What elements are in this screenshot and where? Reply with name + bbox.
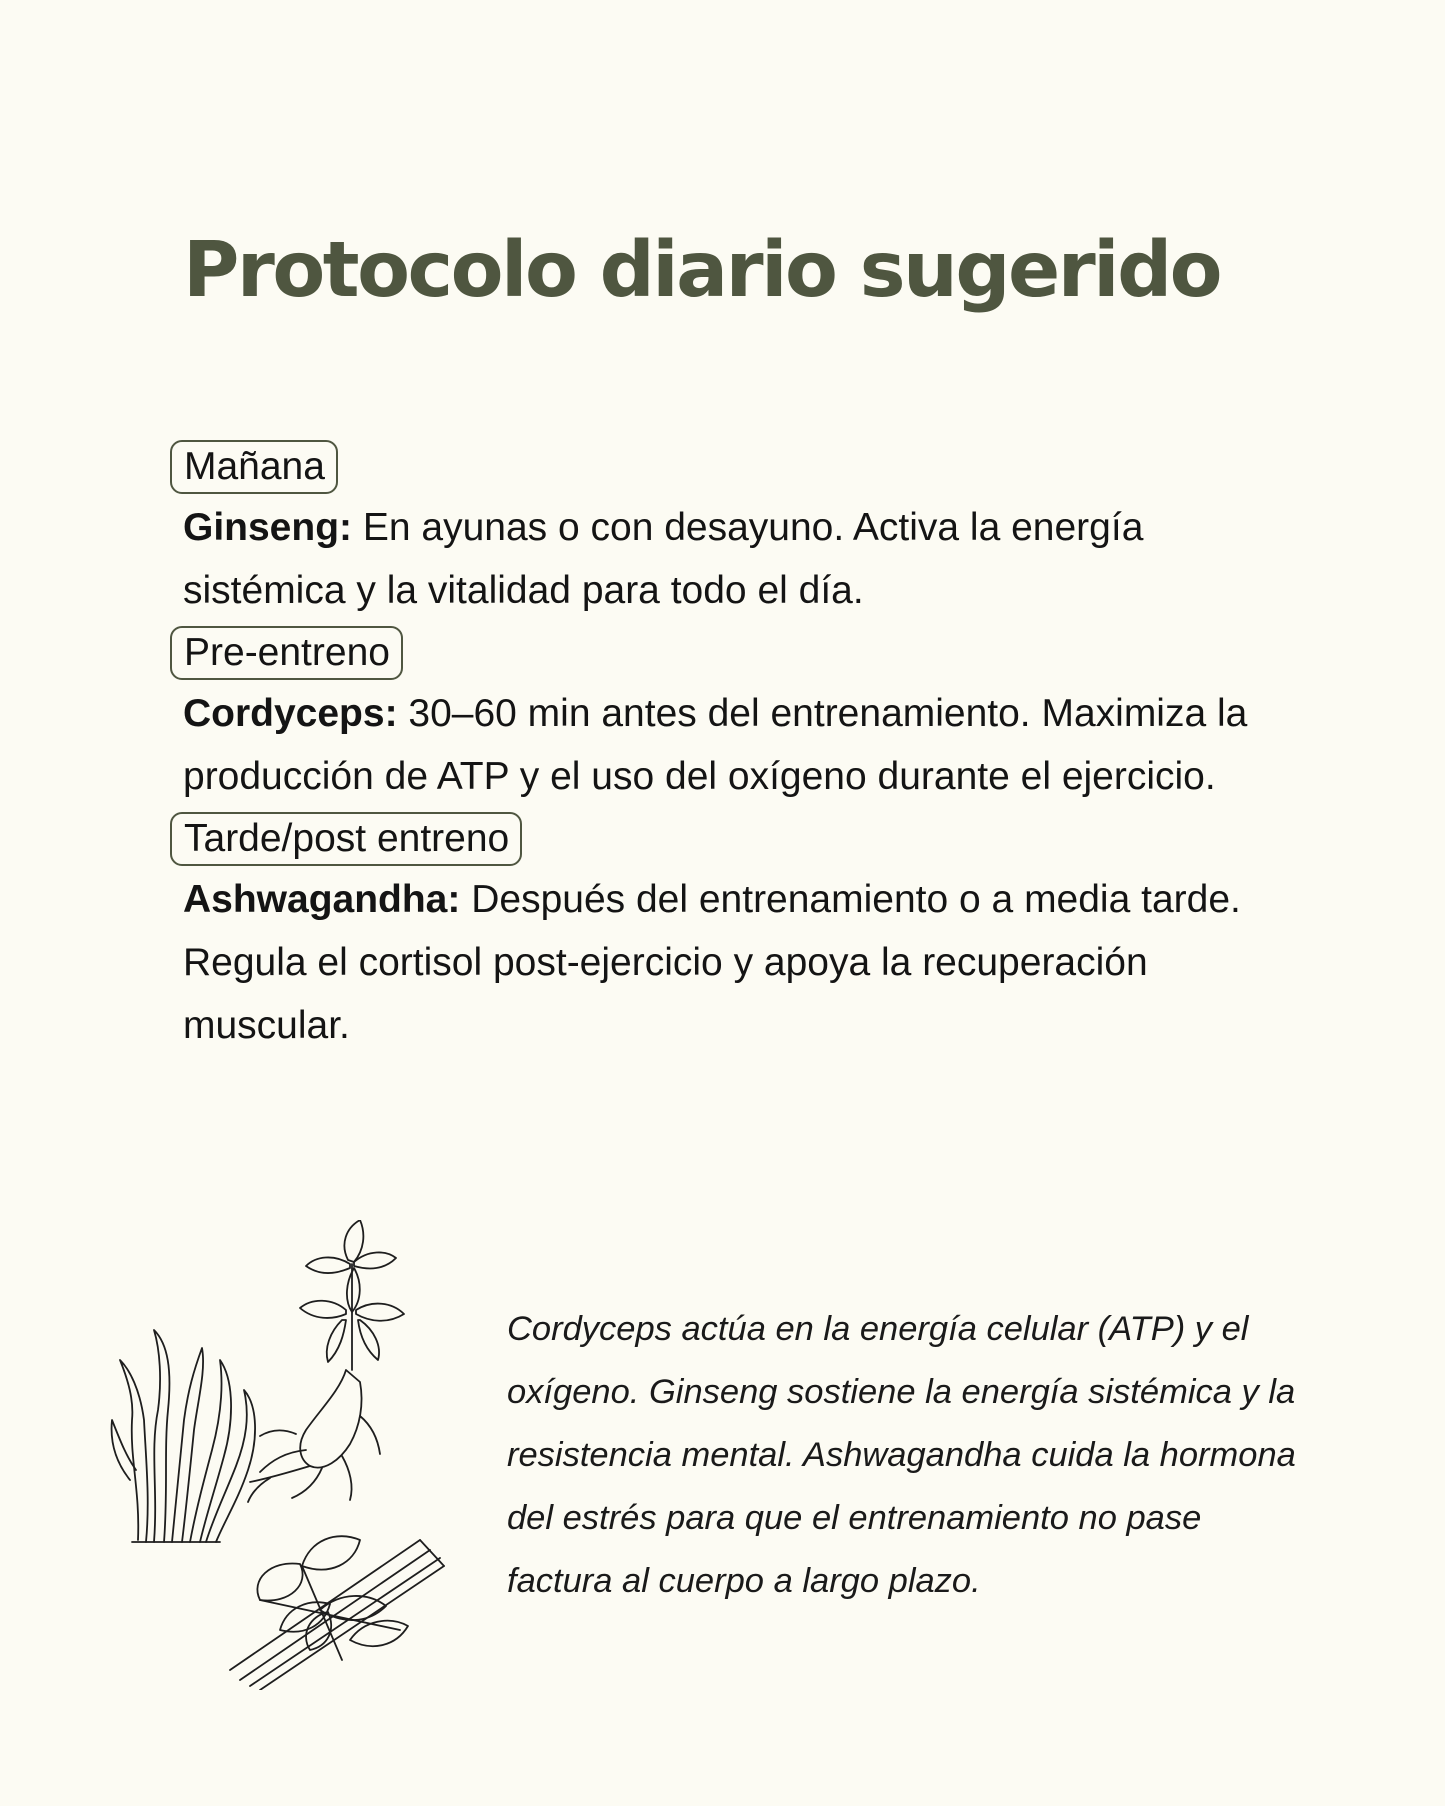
ginseng-icon	[248, 1220, 404, 1502]
cordyceps-icon	[112, 1330, 256, 1542]
herb-instructions: En ayunas o con desayuno. Activa la energía sistémica y la vitalidad para todo el día.	[183, 506, 1144, 612]
protocol-description	[183, 868, 1303, 1057]
protocol-list	[183, 440, 1303, 1061]
herbs-illustration	[110, 1220, 500, 1690]
time-tag: Tarde/post entreno	[170, 812, 522, 866]
protocol-description	[183, 496, 1303, 622]
summary-note: Cordyceps actúa en la energía celular (ATP) y el oxígeno. Ginseng sostiene la energía sistémica y la resistencia mental. Ashwagandha cuida la hormona del estrés para que el entrenamiento no pase factura al cuerpo a largo plazo.	[507, 1310, 1296, 1600]
herb-name: Ashwagandha:	[183, 878, 461, 921]
protocol-description	[183, 682, 1303, 808]
protocol-item-post-workout	[183, 812, 1303, 1057]
time-tag: Mañana	[170, 440, 338, 494]
herb-instructions: 30–60 min antes del entrenamiento. Maximiza la producción de ATP y el uso del oxígeno durante el ejercicio.	[183, 692, 1248, 798]
protocol-item-pre-workout	[183, 626, 1303, 808]
page-title: Protocolo diario sugerido	[183, 226, 1221, 315]
herb-instructions: Después del entrenamiento o a media tarde. Regula el cortisol post-ejercicio y apoya la recuperación muscular.	[183, 878, 1241, 1047]
ashwagandha-icon	[230, 1536, 444, 1690]
time-tag: Pre-entreno	[170, 626, 403, 680]
protocol-item-morning	[183, 440, 1303, 622]
herb-name: Ginseng:	[183, 506, 353, 549]
herb-name: Cordyceps:	[183, 692, 398, 735]
